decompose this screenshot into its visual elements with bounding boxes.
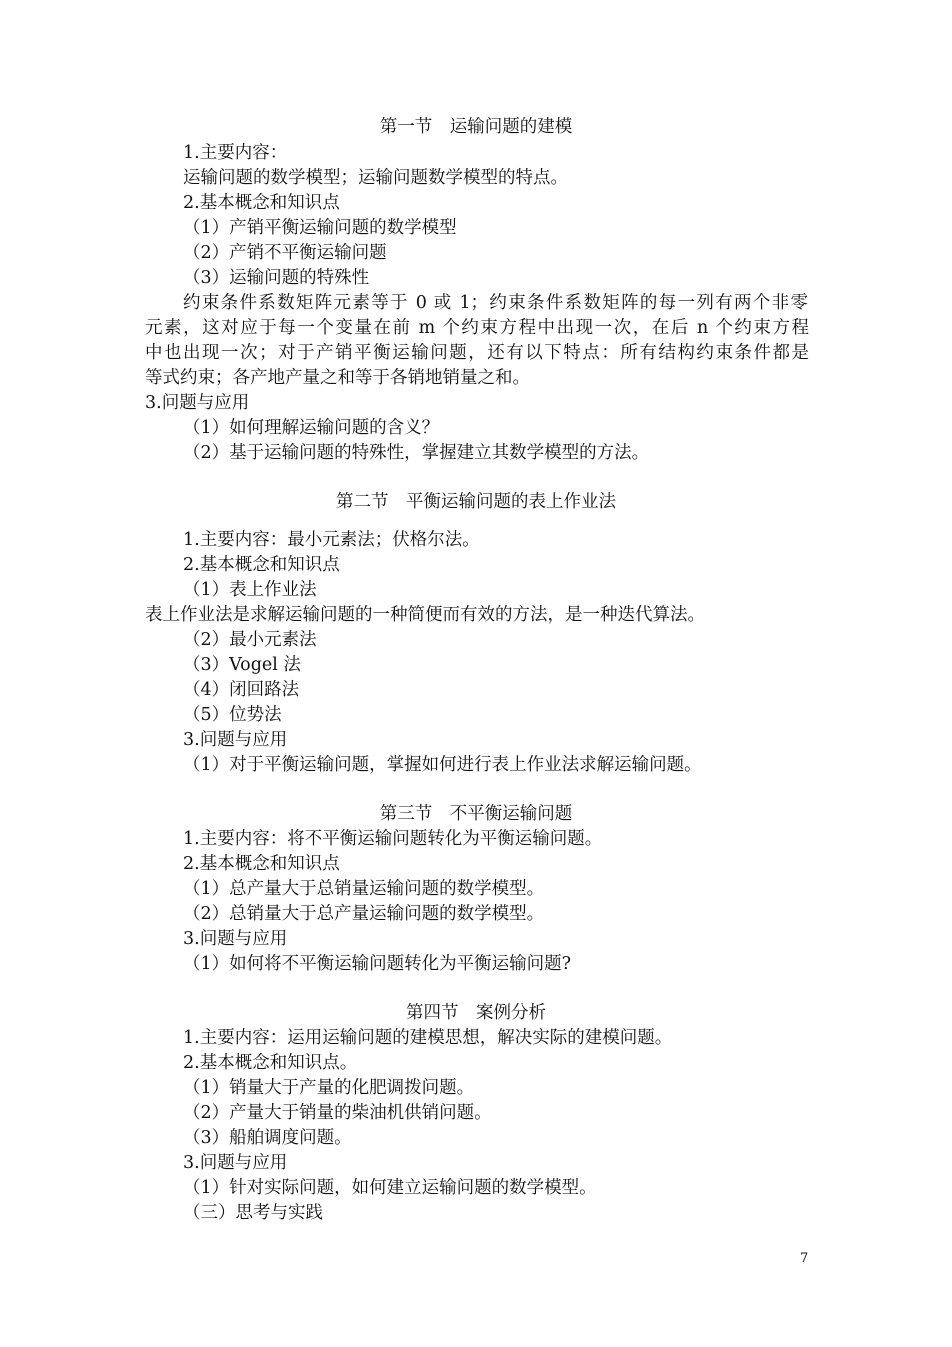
text-line: 2.基本概念和知识点。 xyxy=(183,1053,358,1073)
text-line: （3）船舶调度问题。 xyxy=(183,1128,352,1148)
paragraph-line: 元素，这对应于每一个变量在前 m 个约束方程中出现一次，在后 n 个约束方程 xyxy=(145,318,809,338)
text-line: （3）Vogel 法 xyxy=(183,655,301,675)
text-line: 1.主要内容：运用运输问题的建模思想，解决实际的建模问题。 xyxy=(183,1028,673,1048)
text-line: （2）基于运输问题的特殊性，掌握建立其数学模型的方法。 xyxy=(183,443,650,463)
text-line: 运输问题的数学模型；运输问题数学模型的特点。 xyxy=(183,168,568,188)
text-line: 3.问题与应用 xyxy=(183,1153,288,1173)
text-line: 3.问题与应用 xyxy=(183,730,288,750)
section-title: 第一节 运输问题的建模 xyxy=(379,117,573,137)
paragraph-line: 中也出现一次；对于产销平衡运输问题，还有以下特点：所有结构约束条件都是 xyxy=(145,343,809,363)
text-line: 1.主要内容：将不平衡运输问题转化为平衡运输问题。 xyxy=(183,829,603,849)
text-line: （2）产销不平衡运输问题 xyxy=(183,243,387,263)
text-line: 3.问题与应用 xyxy=(183,929,288,949)
section-title: 第四节 案例分析 xyxy=(406,1003,546,1023)
text-line: （1）对于平衡运输问题，掌握如何进行表上作业法求解运输问题。 xyxy=(183,755,702,775)
text-line: 2.基本概念和知识点 xyxy=(183,854,340,874)
text-line: 1.主要内容：最小元素法；伏格尔法。 xyxy=(183,530,480,550)
text-line: 3.问题与应用 xyxy=(145,393,250,413)
text-line: （1）如何理解运输问题的含义？ xyxy=(183,418,440,438)
text-line: 1.主要内容： xyxy=(183,143,288,163)
text-line: （3）运输问题的特殊性 xyxy=(183,268,370,288)
page-number: 7 xyxy=(800,1251,809,1266)
text-line: 表上作业法是求解运输问题的一种简便而有效的方法，是一种迭代算法。 xyxy=(145,605,705,625)
paragraph-line: 约束条件系数矩阵元素等于 0 或 1；约束条件系数矩阵的每一列有两个非零 xyxy=(183,293,808,313)
section-title: 第三节 不平衡运输问题 xyxy=(379,804,573,824)
text-line: （4）闭回路法 xyxy=(183,680,300,700)
text-line: （2）产量大于销量的柴油机供销问题。 xyxy=(183,1103,492,1123)
section-title: 第二节 平衡运输问题的表上作业法 xyxy=(336,492,616,512)
text-line: （1）销量大于产量的化肥调拨问题。 xyxy=(183,1078,475,1098)
text-line: （5）位势法 xyxy=(183,705,282,725)
text-line: （2）最小元素法 xyxy=(183,630,317,650)
text-line: （1）如何将不平衡运输问题转化为平衡运输问题? xyxy=(183,954,572,974)
text-line: （1）针对实际问题，如何建立运输问题的数学模型。 xyxy=(183,1178,597,1198)
text-line: （1）产销平衡运输问题的数学模型 xyxy=(183,218,457,238)
text-line: （2）总销量大于总产量运输问题的数学模型。 xyxy=(183,904,545,924)
text-line: 2.基本概念和知识点 xyxy=(183,193,340,213)
paragraph-line: 等式约束；各产地产量之和等于各销地销量之和。 xyxy=(145,368,530,388)
text-line: （三）思考与实践 xyxy=(183,1203,323,1223)
text-line: 2.基本概念和知识点 xyxy=(183,555,340,575)
text-line: （1）总产量大于总销量运输问题的数学模型。 xyxy=(183,879,545,899)
text-line: （1）表上作业法 xyxy=(183,580,317,600)
